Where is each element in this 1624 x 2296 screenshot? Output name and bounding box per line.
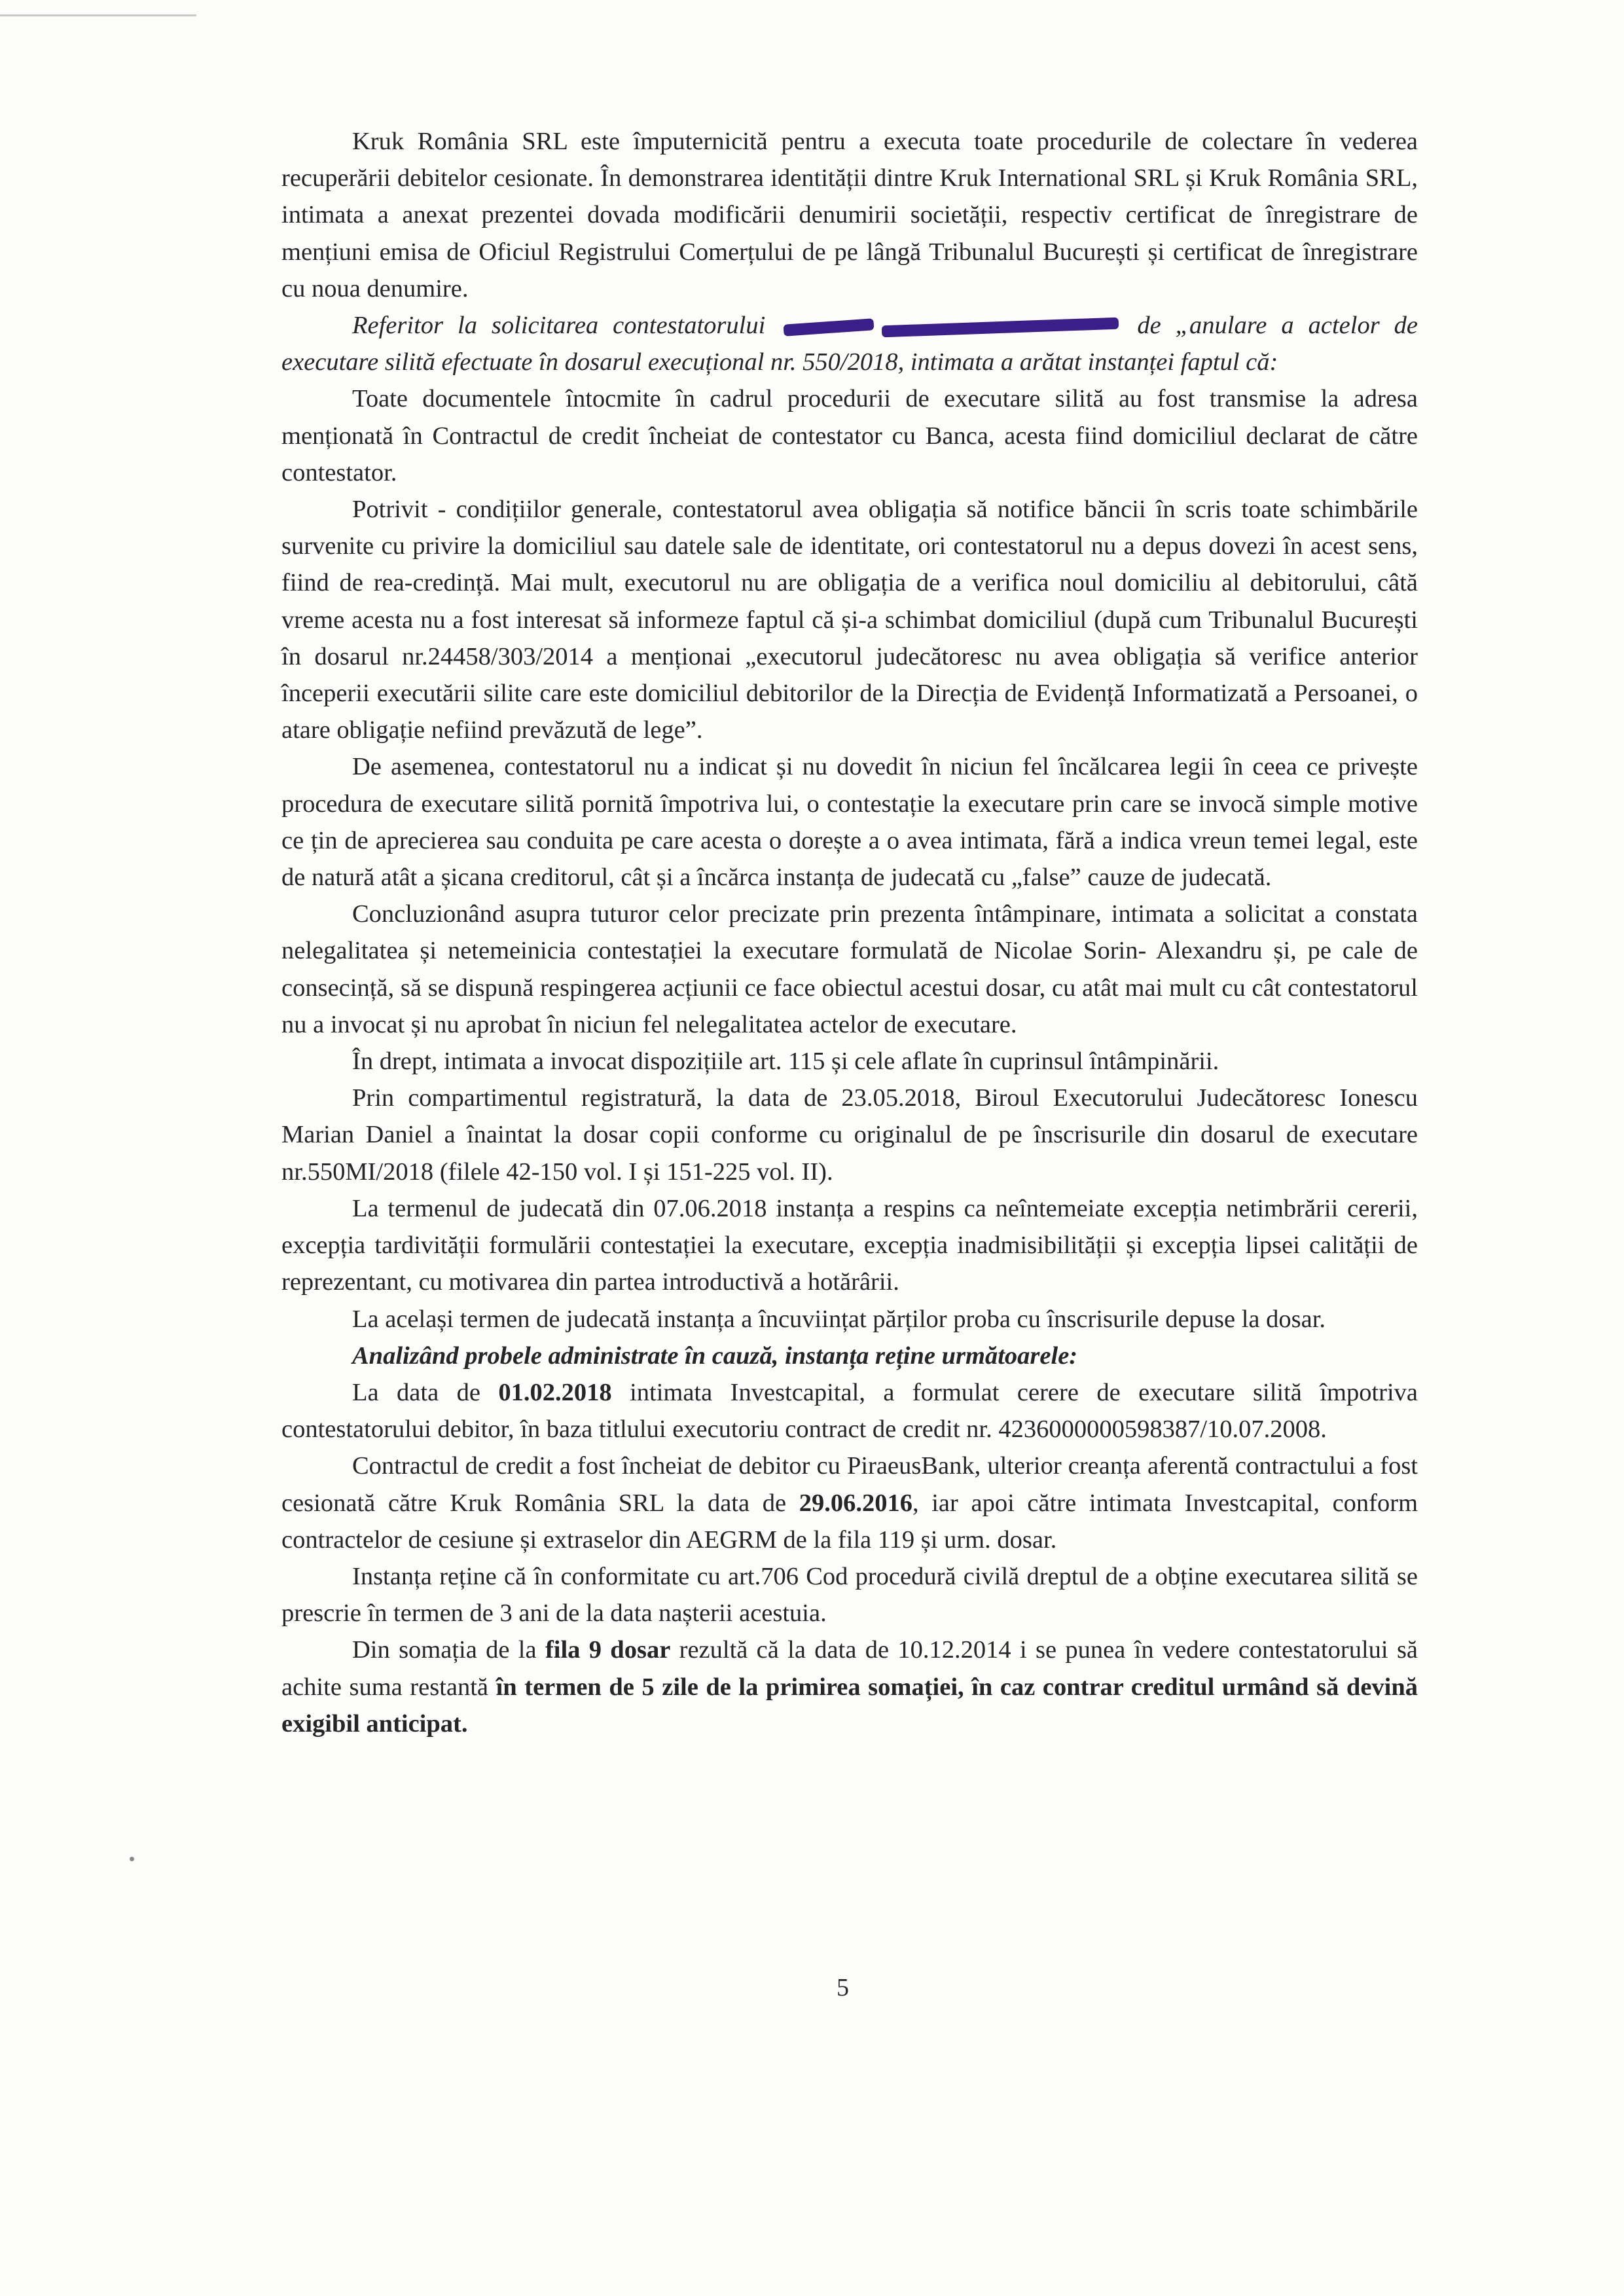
paragraph-conclusion: Concluzionând asupra tuturor celor precizate prin prezenta întâmpinare, intimata a solicitat a constata nelegalitatea și netemeinicia contestației la executare formulată de Nicolae Sorin- Alexandru și, pe cale de consecință, să se dispună respingerea acțiunii ce face obiectul acestui dosar, cu atât mai mult cu cât contestatorul nu a invocat și nu aprobat în niciun fel nelegalitatea actelor de executare. <box>281 900 1418 1038</box>
highlighted-date: 29.06.2016 <box>799 1489 912 1517</box>
paragraph-text: La data de <box>352 1378 480 1406</box>
paragraph-text: intimata Investcapital, a formulat cerere de executare silită împotriva contestatorului debitor, în baza titlului executoriu contract de credit nr. 4236000000598387/10.07.2008. <box>281 1378 1418 1444</box>
document-body <box>281 123 1418 1742</box>
paragraph-text: , iar apoi către intimata Investcapital, conform contractelor de cesiune și extraselor din AEGRM de la fila 119 și urm. dosar. <box>281 1489 1418 1554</box>
paragraph-text: Referitor la solicitarea contestatorului <box>352 312 766 340</box>
paragraph-text: Din somația de la <box>352 1636 537 1664</box>
scan-edge-rule <box>0 14 196 16</box>
highlighted-reference: fila 9 dosar <box>545 1636 671 1664</box>
paragraph-summons <box>281 1631 1418 1742</box>
paragraph-legal-basis: În drept, intimata a invocat dispozițiile art. 115 și cele aflate în cuprinsul întâmpinării. <box>352 1048 1219 1076</box>
paragraph-exceptions-rejected: La termenul de judecată din 07.06.2018 instanța a respins ca neîntemeiate excepția netimbrării cererii, excepția tardivității formulării contestației la executare, excepția inadmisibilității și excepția lipsei calității de reprezentant, cu motivarea din partea introductivă a hotărârii. <box>281 1194 1418 1296</box>
paragraph-contestation-request <box>281 307 1418 380</box>
highlighted-clause: în termen de 5 zile de la primirea somației, în caz contrar creditul urmând să devină exigibil anticipat. <box>281 1673 1418 1738</box>
paragraph-text: de „anulare a actelor de executare silită efectuate în dosarul execuțional nr. 550/2018, intimata a arătat instanței faptul că: <box>281 312 1418 376</box>
paragraph-no-violation: De asemenea, contestatorul nu a indicat și nu dovedit în niciun fel încălcarea legii în ceea ce privește procedura de executare silită pornită împotriva lui, o contestație la executare prin care se invocă simple motive ce țin de aprecierea sau conduita pe care acesta o dorește a o avea intimata, fără a indica vreun temei legal, este de natură atât a șicana creditorul, cât și a încărca instanța de judecată cu „false” cauze de judecată. <box>281 753 1418 892</box>
redaction-mark <box>784 318 875 337</box>
paragraph-evidence-admitted: La același termen de judecată instanța a încuviințat părților proba cu înscrisurile depuse la dosar. <box>352 1305 1326 1333</box>
paragraph-enforcement-request <box>281 1374 1418 1448</box>
paragraph-prescription: Instanța reține că în conformitate cu art.706 Cod procedură civilă dreptul de a obține executarea silită se prescrie în termen de 3 ani de la data nașterii acestuia. <box>281 1562 1418 1628</box>
highlighted-date: 01.02.2018 <box>498 1378 612 1406</box>
paragraph-text: rezultă că la data de 10.12.2014 i se punea în vedere contestatorului să achite suma restantă <box>281 1636 1418 1701</box>
paragraph-documents-sent: Toate documentele întocmite în cadrul procedurii de executare silită au fost transmise la adresa menționată în Contractul de credit încheiat de contestator cu Banca, acesta fiind domiciliul declarat de către contestator. <box>281 385 1418 486</box>
paragraph-general-conditions: Potrivit - condițiilor generale, contestatorul avea obligația să notifice băncii în scris toate schimbările survenite cu privire la domiciliul sau datele sale de identitate, ori contestatorul nu a depus dovezi în acest sens, fiind de rea-credință. Mai mult, executorul nu are obligația de a verifica noul domiciliu al debitorului, câtă vreme acesta nu a fost interesat să informeze faptul că și-a schimbat domiciliul (după cum Tribunalul București în dosarul nr.24458/303/2014 a menționai „executorul judecătoresc nu avea obligația să verifice anterior începerii executării silite care este domiciliul debitorilor de la Direcția de Evidență Informatizată a Persoanei, o atare obligație nefiind prevăzută de lege”. <box>281 496 1418 744</box>
scan-speck <box>130 1857 134 1861</box>
section-heading-analysis: Analizând probele administrate în cauză, instanța reține următoarele: <box>352 1341 1078 1370</box>
paragraph-kruk-mandate: Kruk România SRL este împuternicită pentru a executa toate procedurile de colectare în vederea recuperării debitelor cesionate. În demonstrarea identității dintre Kruk International SRL și Kruk România SRL, intimata a anexat prezentei dovada modificării denumirii societății, respectiv certificat de înregistrare de mențiuni emisa de Oficiul Registrului Comerțului de pe lângă Tribunalul București și certificat de înregistrare cu noua denumire. <box>281 128 1418 302</box>
paragraph-credit-assignment <box>281 1448 1418 1558</box>
page-number: 5 <box>837 1974 849 2001</box>
paragraph-text: Contractul de credit a fost încheiat de debitor cu PiraeusBank, ulterior creanța aferentă contractului a fost cesionată către Kruk România SRL la data de <box>281 1452 1418 1517</box>
redaction-mark <box>882 318 1119 338</box>
paragraph-registry-filing: Prin compartimentul registratură, la data de 23.05.2018, Biroul Executorului Judecătoresc Ionescu Marian Daniel a înaintat la dosar copii conforme cu originalul de pe înscrisurile din dosarul de executare nr.550MI/2018 (filele 42-150 vol. I și 151-225 vol. II). <box>281 1084 1418 1186</box>
